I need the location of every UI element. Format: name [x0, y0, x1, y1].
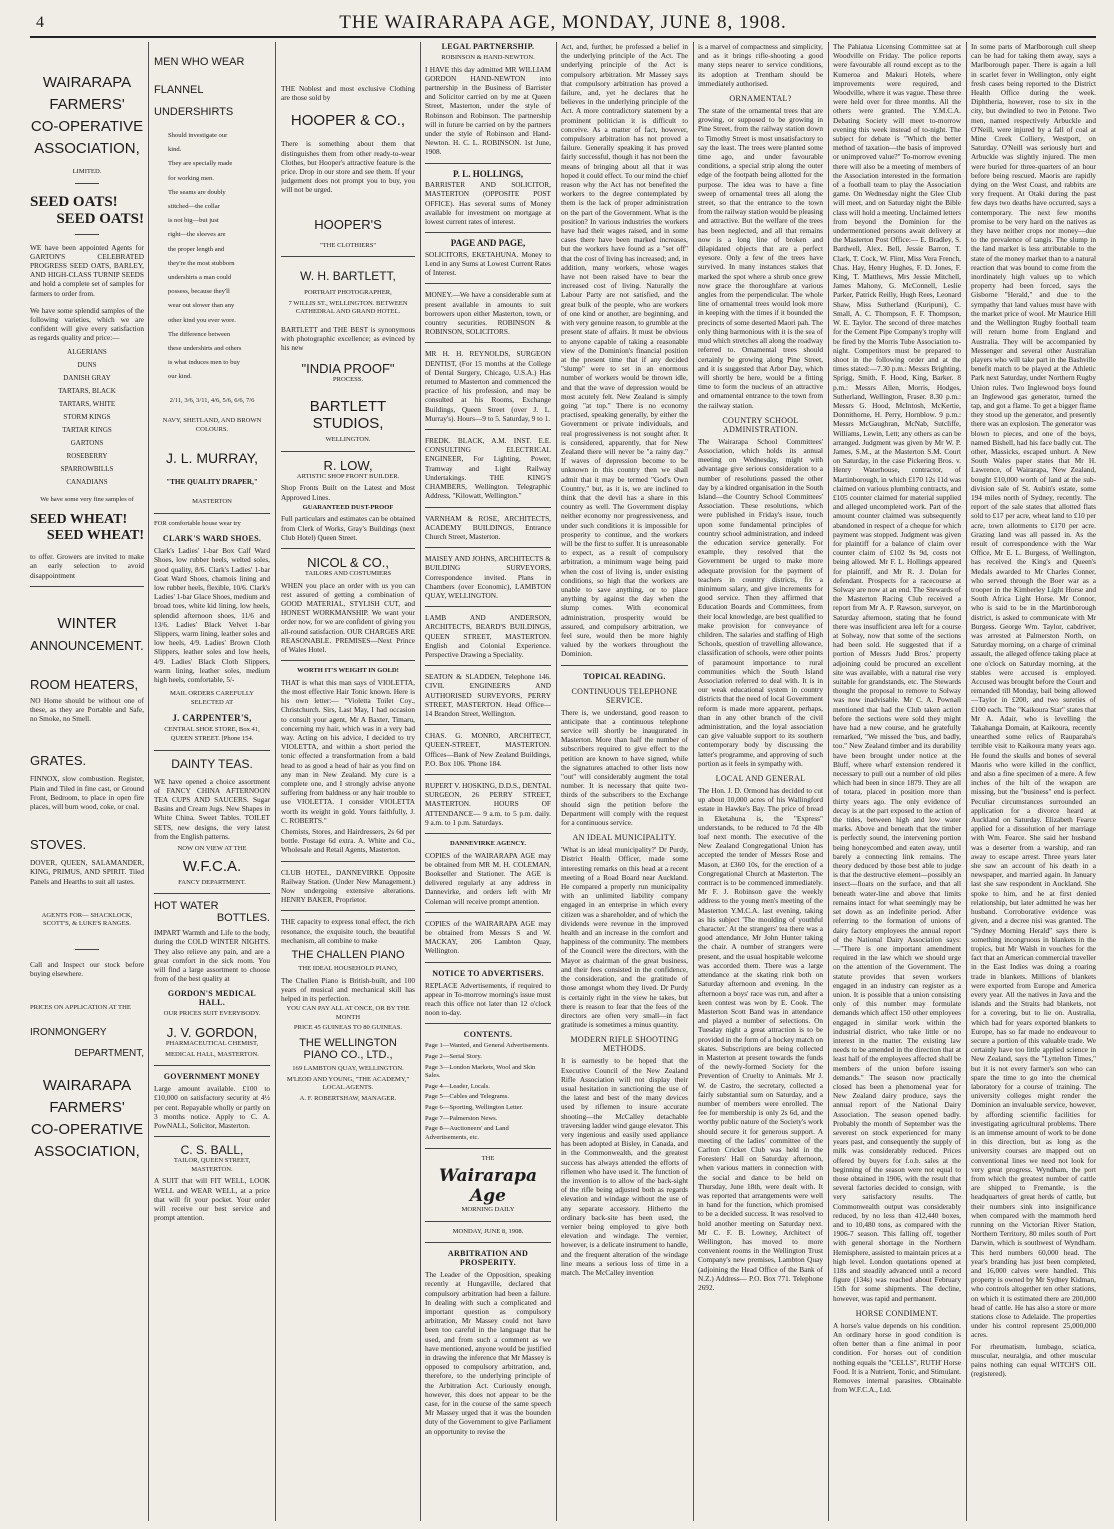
org-name: ASSOCIATION, [34, 1143, 140, 1161]
local-text: The Hon. J. D. Ormond has decided to cut up about 10,000 acres of his Wallingford estate in Hawke's Bay. The price of bread in Eketahuna is, the "Express" understands, to be reduced to 7d the 4lb loaf next month. The executive of the New Zealand Congregational Union has accepted the tender of Messrs Rose and Mason, at £360 10s, for the erection of a Congregational Church at Masterton. The contract is to be commenced immediately. Mr F. J. Robinson gave the weekly address to the young men's meeting of the Masterton Y.M.C.A. last evening, taking as his subject 'The moulding of youthful character.' At the strangers' tea there was a good attendance, Mr John Hunter taking the chair. A number of strangers were present, and the usual hospitable welcome was accorded them. There was a large attendance at the skating rink both on Saturday afternoon and evening. In the afternoon a boys' race was run, and after a keen contest was won by E. Cook. The Masterton Scott Band was in attendance and played a number of selections. On Tuesday night a great attraction is to be provided in the form of a hockey match on skates. Subscriptions are being collected in Masterton at present towards the funds of the newly-formed Society for the Prevention of Cruelty to Animals. Mr J. W. de Castro, the secretary, collected a fairly substantial sum on Saturday, and a number of members were enrolled. The fee for membership is only 2s 6d, and the worthy public nature of the Society's work should secure it for generous support. A meeting of the ladies' committee of the Carlton Cricket Club was held in the Foresters' Hall on Saturday afternoon, when various matters in connection with the social and dance to be held on Thursday, June 18th, were dealt with. It was reported that arrangements were well in hand for the function, which promised to be a decided success. It was resolved to hold another meeting on Saturday next. Mr C. F. B. Lowney, Architect of Wellington, has moved to more convenient rooms in the Wellington Trust Company's new premises, Lambton Quay (adjoining the Head Office of the Bank of N.Z.) Address— P.O. Box 771. Telephone 2692. [698, 786, 823, 1292]
horse-text: A horse's value depends on his condition. An ordinary horse in good condition is often better than a fine animal in poor condition. For horses out of condition nothing equals the "CELLS", RUTH' Horse Food. It is a Nutrient, Tonic, and Stimulant. Removes internal parasites. Obtainable from W.F.C.A., Ltd. [833, 1320, 961, 1395]
horse-heading: HORSE CONDIMENT. [855, 1308, 939, 1318]
country-school-heading: COUNTRY SCHOOL ADMINISTRATION. [722, 415, 799, 434]
ideal-piano: THE IDEAL HOUSEHOLD PIANO, [298, 965, 398, 973]
club-hotel-ad [281, 868, 415, 905]
column-rule [420, 42, 421, 1521]
ironmongery-heading: IRONMONGERY [30, 1027, 107, 1039]
the-label: THE [481, 1155, 495, 1163]
nicol-text: WHEN you place an order with us you can rest assured of getting a combination of GOOD MATERIAL, STYLISH CUT, and HONEST WORKMANSHIP. We want your order now, for we are confident of giving you all-round satisfaction. OUR CHARGES ARE REASONABLE. PREMISES—Next Prince of Wales Hotel. [281, 580, 415, 655]
copy-line: other kind you ever wore. [168, 316, 236, 324]
masthead [30, 10, 1096, 38]
nicol-name: NICOL & CO., [307, 555, 389, 570]
column-rule [556, 42, 557, 1521]
govt-money-ad [154, 1072, 270, 1130]
wheat-text: to offer. Growers are invited to make an early selection to avoid disappointment [30, 552, 144, 580]
column-rule [966, 42, 967, 1521]
org-name: WAIRARAPA [42, 74, 132, 91]
copy-line: is what induces men to buy [168, 359, 240, 367]
stoves-text: DOVER, QUEEN, SALAMANDER, KING, PRIMUS, AND SPIRIT. Tiled Panels and Hearths to suit all tastes. [30, 858, 144, 886]
rifle-continued: is a marvel of compactness and simplicity, and as it brings rifle-shooting a good many steps nearer to service conditions, its adoption at Trentham should be immediately authorised. [698, 42, 823, 88]
bartlett-text: BARTLETT and THE BEST is synonymous with photographic excellence; as evinced by his new [281, 325, 415, 353]
page-number: 4 [36, 14, 44, 31]
fancy-dept: FANCY DEPARTMENT. [178, 878, 246, 886]
violetta-ad [281, 667, 415, 854]
copy-line: undershirts a man could [168, 274, 232, 282]
room-heaters-heading: ROOM HEATERS, [30, 676, 139, 692]
seed-samples: We have some splendid samples of the following varieties, which we are confident will give every satisfaction as regards quality and price:— [30, 305, 144, 343]
process-label: PROCESS. [332, 375, 364, 383]
money-text: MONEY.—We have a considerable sum at present available in amounts to suit borrowers upon either Masterton, town, or country securities. ROBINSON & ROBINSON, SOLICITORS. [425, 290, 551, 337]
org-name: FARMERS' [49, 96, 125, 113]
seed-intro: WE have been appointed Agents for GARTON'S CELEBRATED PROGRESS SEED OATS, BARLEY, AND HIGH-CLASS TURNIP SEEDS and hold a complete set of samples for farmers to order from. [30, 242, 144, 298]
piano-intro: THE capacity to express tonal effect, the rich resonance, the exquisite touch, the beautiful mechanism, all combine to make [281, 917, 415, 945]
legal-heading: LEGAL PARTNERSHIP. [441, 42, 535, 51]
org-name: CO-OPERATIVE [30, 1121, 144, 1139]
page-heading: PAGE AND PAGE, [450, 238, 526, 249]
manager-label: A. F. ROBERTSHAW, MANAGER. [299, 1094, 397, 1102]
list-item: TARTARS, BLACK [58, 386, 116, 395]
newspaper-title: THE WAIRARAPA AGE, MONDAY, JUNE 8, 1908. [339, 12, 787, 33]
mail-text: MAIL ORDERS CAREFULLY SELECTED AT [169, 690, 255, 706]
low-text: Shop Fronts Built on the Latest and Most Approved Lines. [281, 483, 415, 502]
prices-text: PRICES ON APPLICATION AT THE [30, 1004, 131, 1012]
chemist-label: PHARMACEUTICAL CHEMIST, [165, 1040, 259, 1048]
copy-line: our kind. [168, 373, 192, 381]
undershirt-copy [154, 129, 270, 385]
list-item: DUNS [77, 360, 97, 369]
varnham-text: VARNHAM & ROSE, ARCHITECTS, ACADEMY BUILDINGS, Entrance Church Street, Masterton. [425, 513, 551, 541]
bartlett-name: W. H. BARTLETT, [300, 269, 396, 284]
black-text: FREDK. BLACK, A.M. INST. E.E. CONSULTING ELECTRICAL ENGINEER, For Lighting, Power, Tramway and Light Railway Undertakings. THE KING'S CHAMBERS, Wellington. Telegraphic Address, "Kilowatt, Wellington." [425, 436, 551, 501]
carpenter-address: CENTRAL SHOE STORE, Box 41, QUEEN STREET. [Phone 154. [164, 726, 260, 743]
gordon-name: J. V. GORDON, [166, 1025, 258, 1041]
wellington-label: WELLINGTON. [325, 436, 371, 444]
org-name: FARMERS' [49, 1099, 125, 1117]
rifle-text: It is earnestly to be hoped that the Executive Council of the New Zealand Rifle Association will not display their usual hesitation in sanctioning the use of the latest and best of the many devices used by riflemen to insure accurate shooting—the McCalley detachable traversing ladder wind gauge elevator. This very ingenious and easily used appliance has been adopted at Bisley, in Canada, and in the Commonwealth, and the greatest success has always attended the efforts of riflemen who have used it. The function of the invention is to allow of the back-sight of the rifle being adjusted both as regards elevation and windage without the use of any separate accessory. Hitherto the ordinary back-site has been used, the vernier being employed to give both elevation and windage. The vernier, however, is a delicate instrument to handle, and the frequent alteration of the windage line means a serious loss of time in a match. The McCalley invention [561, 1056, 688, 1277]
violetta-agents: Chemists, Stores, and Hairdressers, 2s 6d per bottle. Postage 6d extra. A. White and Co., Wholesale and Retail Agents, Masterton. [281, 827, 415, 855]
suit-text: A SUIT that will FIT WELL, LOOK WELL and WEAR WELL, at a price that will fit your pocket. Your order will receive our best service and prompt attention. [154, 1176, 270, 1223]
municipality-heading: AN IDEAL MUNICIPALITY. [572, 833, 677, 843]
low-ad [281, 458, 415, 542]
photographer-label: PORTRAIT PHOTOGRAPHER, [304, 289, 392, 297]
column-8 [971, 42, 1096, 1523]
hooper-intro: THE Noblest and most exclusive Clothing are those sold by [281, 84, 415, 103]
list-item: ALGERIANS [67, 347, 107, 356]
copy-line: they're the most stubborn [168, 259, 235, 267]
local-heading: LOCAL AND GENERAL [715, 774, 806, 784]
copy-line: the proper length and [168, 245, 225, 253]
variety-list [30, 348, 144, 486]
seed-wheat-heading: SEED WHEAT! [46, 528, 144, 544]
list-item: Page 7—Palmerston News. [425, 1114, 498, 1122]
dannevirke-heading: DANNEVIRKE AGENCY. [450, 839, 526, 847]
list-item: STORM KINGS [63, 412, 111, 421]
flannel-heading: FLANNEL [154, 84, 204, 96]
hollings-text: BARRISTER AND SOLICITOR, MASTERTON (OPPOSITE POST OFFICE). Has several sums of Money available for investment on mortgage at lowest current rates of interest. [425, 180, 551, 227]
copy-line: The seams are doubly [168, 188, 226, 196]
undershirts-heading: UNDERSHIRTS [154, 106, 234, 118]
ball-ad [154, 1143, 270, 1222]
copy-line: They are specially made [168, 160, 233, 168]
murray-name: J. L. MURRAY, [165, 450, 259, 467]
wfca-seed-ad [30, 72, 144, 580]
paper-nameplate: Wairarapa Age [439, 1165, 537, 1206]
column-7 [833, 42, 961, 1523]
contents-list [425, 1042, 551, 1142]
clarks-ad [154, 520, 270, 744]
rifle-heading: MODERN RIFLE SHOOTING METHODS. [570, 1035, 679, 1054]
reynolds-text: MR H. H. REYNOLDS, SURGEON DENTIST, (For 15 months at the College of Dental Surgery, Chicago, U.S.A.) Has returned to Masterton and commenced the practice of his profession, and may be consulted at his Rooms, Exchange Buildings, Queen Street (over J. L. Murray's). Hours—9 to 5. Saturday, 9 to 1. [425, 349, 551, 423]
tailors-label: TAILORS AND COSTUMIERS [304, 570, 392, 577]
piano-ad [281, 917, 415, 1103]
column-4 [425, 42, 551, 1523]
clarks-heading: CLARK'S WARD SHOES. [162, 534, 262, 544]
arbitration-text: The Leader of the Opposition, speaking recently at Hungaville, declared that compulsory arbitration had been a failure. In dealing with such a complicated and important question as compulsory arbitration, Mr Massey could not have been too careful in the language that he used, and from such a comment as we have mentioned, anyone would be justified in drawing the inference that Mr Massey is opposed to compulsory arbitration, and, therefore, to the underlying principle of the Arbitration Act. Curiously enough, however, this does not appear to be the case, for in the course of the same speech Mr Massey urged that it was the bounden duty of the Government to give Parliament an opportunity to revise the [425, 1270, 551, 1436]
column-rule [275, 42, 276, 1521]
india-proof: "INDIA PROOF" [301, 360, 395, 376]
hollings-heading: P. L. HOLLINGS, [453, 168, 523, 179]
low-name: R. LOW, [323, 457, 373, 473]
notice-text: REPLACE Advertisements, if required to appear in To-morrow morning's issue must reach this office not later than 12 o'clock noon to-day. [425, 980, 551, 1018]
telephone-text: There is, we understand, good reason to anticipate that a continuous telephone service will shortly be inaugurated in Masterton. More than half the number of subscribers required to give effect to the petition are known to have signed, while the signatures attached to other lists now "out" will considerably augment the total number. It is necessary that quite two-thirds of the subscribers to the Exchange should sign the petition before the Department will comply with the request for a continuous service. [561, 707, 688, 828]
arbitration-heading: ARBITRATION AND PROSPERITY. [447, 1249, 529, 1268]
column-1 [30, 42, 144, 1523]
colours-text: NAVY, SHETLAND, AND BROWN COLOURS. [162, 417, 262, 433]
municipality-text: 'What is an ideal municipality?' Dr Purdy, District Health Officer, made some interesting remarks on this head at a recent meeting of a Road Board near Auckland. He compared a properly run municipality with an unlimited liability company engaged in an enterprise in which every citizen was a shareholder, and of which the dividends were revenue in the improved health and an increase in the comfort and happiness of the community. The members of the Council were the directors, with the Mayor as chairman of the great business, and their fees consisted in the confidence, the consideration, and the gratitude of those amongst whom they lived. Dr Purdy is certainly right in the view he takes, but there is reason to fear that the fees of the directors are often very small—in fact gratitude is sometimes a minus quantity. [561, 845, 688, 1030]
grates-heading: GRATES. [30, 753, 87, 769]
quality-tagline: "THE QUALITY DRAPER," [166, 478, 258, 487]
heaters-text: NO Home should be without one of these, as they are Portable and Safe, no Smoke, no Smell. [30, 695, 144, 724]
copy-line: is not big—but just [168, 217, 219, 225]
page-text: SOLICITORS, EKETAHUNA. Money to Lend in any Sums at Lowest Current Rates of Interest. [425, 249, 551, 278]
pay-text: YOU CAN PAY ALL AT ONCE, OR BY THE MONTH [286, 1005, 410, 1021]
topical-heading: TOPICAL READING. [583, 671, 666, 681]
issue-date: MONDAY, JUNE 8, 1908. [452, 1227, 524, 1235]
list-item: SPARROWBILLS [60, 464, 114, 473]
local-news: The Pahiatua Licensing Committee sat at Woodville on Friday. The police reports were favourable all round except as to the Kumeroa and Makuri Hotels, where improvements were required, and Woodville, where it was vague. These three were held over for three months. All the others were granted. The Y.M.C.A. Debating Society will meet to-morrow evening this week instead of to-night. The subject for debate is "Which the better method of taxation—the basis of improved or unimproved value?" To-morrow evening there will also be a meeting of members of the Association interested in the formation of a football team to play the Association game. On Wednesday night the Glee Club will meet, and on Saturday night the Bible class will hold a meeting. Unclaimed letters from beyond the Dominion for the undermentioned persons await delivery at the Masterton Post Office:— E. Bradley, S. Bardwell, Alex. Bell, Jessie Barron, T. Clark, T. Cock, W. Flint, Miss Vera French, Chas. Hay, Henry Hughes, F. D. Jones, F. King, T. Matthews, Mrs Jessie Mitchell, James Mahony, G. McConnell, Leslie Parker, Patrick Reilly, Hugh Rees, Leonard Shaw, Miss Sutherland (Kuripuni), C. Small, A. C. Thompson, F. F. Thompson, W. E. Taylor. The second of three matches for the Cement Pipe Company's trophy will be fired by the Morris Tube Association to-night. Competitors must be prepared to shoot in the following order and at the times stated:—7.30 p.m.: Messrs Brighting, Sprigg, Smith, F. Hood, King, Barker. 8 p.m.: Messrs Allen, Morris, Hodges, Sutherland, Wellington, Fraser. 8.30 p.m.: Messrs G. Hood, McIntosh, McKertie, Donnithorne, H. Perry, Hornblow. 9 p.m.: Messrs McGaughran, McNab, Sutcliffe, Williams, Lewin, Lett; any others as can be arranged. Judgment was given by Mr W. P. James, S.M., at the Masterton S.M. Court on Saturday, in the case Pickering Bros. v. Henry Waterhouse, contractor, of Martinborough, in which £170 12s 11d was claimed on various plumbing contracts, and £105 counter claimed for material supplied and alleged uncompleted work. Part of the amount counter claimed was subsequently abandoned in respect of a cheque for which payment was stopped. Judgment was given for plaintiff for a balance of claim over counter claim of £102 9s 9d, costs not being allowed. Mr F. L. Hollings appeared for plaintiff, and Mr R. J. Dolan for defendant. Prospects for a racecourse at Solway are now at an end. The Stewards of the Masterton Racing Club received a report from Mr A. P. Rawson, surveyor, on Saturday afternoon, stating that he found there was insufficient area left for a course at Solway, now that some of the sections had been sold. He suggested that if a portion of Messrs Judd Bros.' property adjoining could be procured an excellent site was available, with a natural rise very suitable for grandstands, etc. The Stewards thought the proposal to remove to Solway was now inadvisable. Mr C. A. Pownall mentioned that had the Club taken action before the sections were sold they might have had a new course, and he gratefully remarked, "We missed the 'bus, and badly, too." New Zealand timber and its durability have been brought under notice at the Bluff, where wharf extension rendered it necessary to pull out a number of old piles which had been in since 1879. They are all of totara, placed in position more than thirty years ago. The only evidence of decay is at the part exposed to the action of the tides, between high and low water marks. Above and beneath that the timber is perfectly sound, the intervening portion being honeycombed and eaten away, until barely a connecting link remains. The theory deduced by those best able to judge is that the destructive element—possibly an insect—floats on the surface, and that all beneath water-line and above that limits remains intact for what seemingly may be set down as an indefinite period. After referring to the formation of unions of dairy factory employees the annual report of the National Dairy Association says:—"There is one important amendment required in the law which we should urge on the attention of the Government. The statute provides that seven workers engaged in an industry can register as a union. It is possible that a union consisting only of this number may formulate demands which affect 150 other employees engaged in similar work within the industrial district, who take little or no interest in the matter. The existing law needs to be amended in the direction that at least half of the employees affected shall be members of the union before issuing demands." The season now practically closed has been a phenomenal year for New Zealand dairy produce, says the annual report of the National Dairy Association. The season opened badly. Probably the month of September was the severest on stock experienced for many years past, and consequently the supply of milk was considerably reduced. Prices offered by buyers for f.o.b. sales at the beginning of the season were not equal to those obtained in 1906, with the result that several factories decided to consign, with very satisfactory results. The Commonwealth output was considerably reduced, by no less than 412,440 boxes, and to 10,480 tons, as compared with the 1906-7 season. This falling off, together with general shortage in the Northern Hemisphere, assisted to maintain prices at a high level. London quotations opened at 118s and steadily advanced until a record figure (134s) was reached about February 15th for some shipments. The decline, however, was rapid and permanent. [833, 42, 961, 1303]
agents-text: AGENTS FOR— SHACKLOCK, SCOTT'S, & LUKE'S RANGES. [41, 911, 133, 928]
local-agents: M'LEOD AND YOUNG, "THE ACADEMY," LOCAL AGENTS. [286, 1075, 410, 1092]
list-item: Page 6—Sporting, Wellington Letter. [425, 1103, 524, 1111]
lamb-text: LAMB AND ANDERSON, ARCHITECTS, BEARD'S BUILDINGS, QUEEN STREET, MASTERTON. English and Colonial Experience. Perspective Drawing a Speciality. [425, 613, 551, 659]
bottles-text: IMPART Warmth and Life to the body, during the COLD WINTER NIGHTS. They also relieve any pain, and are a great comfort in the sick room. You will find a large assortment to choose from of the best quality at [154, 928, 270, 984]
copy-line: stitched—the collar [168, 203, 220, 211]
hoopers-heading: HOOPER'S [314, 216, 382, 232]
list-item: Page 2—Serial Story. [425, 1053, 482, 1061]
clothiers-label: "THE CLOTHIERS" [319, 241, 377, 249]
hot-water-heading: HOT WATER [154, 900, 219, 913]
price-list: 2/11, 3/6, 3/11, 4/6, 5/6, 6/6, 7/6 [169, 396, 255, 404]
bottles-ad [154, 900, 270, 1059]
hooper-name: HOOPER & CO., [290, 112, 406, 130]
hooper-text: There is something about them that distinguishes them from other ready-to-wear Clothes, but Hooper's attractive feature is the price. Drop in our store and see them. If your judgement does not prompt you to buy, you will not be urged. [281, 139, 415, 195]
list-item: ROSEBERRY [66, 451, 108, 460]
monro-text: CHAS. G. MONRO, ARCHITECT, QUEEN-STREET, MASTERTON. Offices—Bank of New Zealand Buildings, P.O. Box 106. 'Phone 184. [425, 731, 551, 768]
column-rule [693, 42, 694, 1521]
copy-line: for working men. [168, 174, 214, 182]
list-item: Page 8—Auctioneers' and Land Advertisements, etc. [425, 1125, 509, 1141]
dainty-heading: DAINTY TEAS. [171, 756, 253, 771]
bartlett-address: 7 WILLIS ST., WELLINGTON. BETWEEN CATHEDRAL AND GRAND HOTEL. [288, 299, 408, 316]
bartlett-ad [281, 269, 415, 445]
seed-wheat-heading: SEED WHEAT! [30, 512, 128, 528]
tailor-label: TAILOR, QUEEN STREET, MASTERTON. [173, 1157, 251, 1173]
dainty-ad [154, 757, 270, 888]
list-item: Page 3—London Markets, Wool and Skin Sales. [425, 1063, 536, 1080]
org-name: WAIRARAPA [42, 1077, 132, 1095]
list-item: Page 5—Cables and Telegrams. [425, 1093, 510, 1101]
column-2 [154, 42, 270, 1523]
wpc-heading: THE WELLINGTON PIANO CO., LTD., [299, 1037, 397, 1062]
seed-oats-heading: SEED OATS! [30, 193, 118, 210]
column-rule [148, 42, 149, 1521]
dust-heading: GUARANTEED DUST-PROOF [302, 503, 394, 511]
hooper-ad [281, 84, 415, 250]
arbitration-continued: Act, and, further, he professed a belief in the underlying principle of the Act. The underlying principle of the Act is compulsory arbitration. Mr Massey says that compulsory arbitration has proved a failure, and, yet he declares that he believes in the underlying principle of the Act. A more contradictory statement by a prominent politician it is difficult to conceive. As a matter of fact, however, compulsory arbitration has not proved a failure. Generally speaking it has proved fairly successful, though it has not been the means of bringing about all that it was hoped it could effect. To our mind the chief reason why the Act has not benefited the workers to the degree contemplated by them is the lack of proper administration on the part of the Government. What is the position? In various industries the workers have had their wages raised, and in some cases there have been marked increases, but the workers have found as a "set off" that the cost of living has increased; and, in addition, many workers, whose wages have not been raised have to bear the increased cost of living. Naturally the Labour Party are not satisfied, and the great bulk of the people, who are workers of one kind or another, are beginning, and with very genuine reason, to grumble at the present state of affairs. It must be obvious to anyone capable of taking a reasonable view of the Dominion's financial position at the present time that if any decided "slump" were to set in an enormous number of workers would be thrown idle, and that the wave of depression would be most acutely felt. New Zealand is simply going "at top." There is no economy practised, speaking generally, by either the Government or private individuals, and real progressiveness is not sought after. It is considered, apparently, that for New Zealand there will never be "a rainy day." If waves of depression become to be unknown in this country then we shall admit that it may be termed "God's Own Country," but, as it is, we are inclined to think that the devil has a share in this country as well. The Government display neither economy nor progressiveness, and under such conditions it is impossible for prosperity to continue, and the workers will be the first to suffer. It is unreasonable to expect, as a result of compulsory arbitration, a minimum wage being paid when the cost of living is, under existing conditions, so high that the workers are unable to save anything, or to place anything by against the day when the slump comes. With economical administration, prosperity would be assured, and compulsory arbitration, we feel sure, would then be more highly valued by the workers throughout the Dominion. [561, 42, 688, 659]
copies-text: COPIES of the WAIRARAPA AGE may be obtained from MR M. H. COLEMAN, Bookseller and Stationer. The AGE is delivered regularly at any address in Dannevirke, and orders left with Mr Coleman will receive prompt attention. [425, 850, 551, 906]
dust-text: Full particulars and estimates can be obtained from Clerk of Works, Gray's Buildings (next Club Hotel) Queen Street. [281, 514, 415, 542]
ornamental-text: The state of the ornamental trees that are growing, or supposed to be growing in Pine Street, from the railway station down to Timothy Street is most unsatisfactory to say the least. The trees were planted some time ago, and under favourable conditions, a special strip along the outer edge of the footpath being allotted for the purpose. The idea was to have a fine sweep of ornamental trees all along the street, so that the entrance to the town from the railway station would be pleasing and attractive. But the welfare of the trees has been neglected, and all that remains now is a long line of broken and dilapidated objects that are a perfect eyesore. Only a few of the trees have survived. In many instances stakes that marked the spot where a shrub once grew now grace the thoroughfare at various angles from the perpendicular. The whole line of ornamental trees would look more in keeping with the times if it bounded the precincts of some deserted Maori pah. The only thing harmonious with it is the sea of mud which stretches all along the roadway referred to. Ornamental trees should certainly be growing along Pine Street, and it is suggested that Arbor Day, which will shortly be here, would be a fitting time to form the nucleus of an attractive and ornamental entrance to the town from the railway station. [698, 106, 823, 410]
list-item: Page 4—Leader, Locals. [425, 1082, 490, 1090]
medical-hall: MEDICAL HALL, MASTERTON. [165, 1050, 259, 1058]
dainty-text: WE have opened a choice assortment of FANCY CHINA AFTERNOON TEA CUPS AND SAUCERS. Sugar Basins and Cream Jugs. New Shapes in White China. Sweet Tables. TOILET SETS, new designs, the very latest from the English patterns. [154, 776, 270, 841]
list-item: CANADIANS [66, 477, 108, 486]
contents-heading: CONTENTS. [463, 1030, 513, 1040]
copy-line: these undershirts and others [168, 345, 242, 353]
column-rule [828, 42, 829, 1521]
legal-sub: ROBINSON & HAND-NEWTON. [441, 54, 535, 61]
nicol-ad [281, 555, 415, 654]
wheat-intro: We have some very fine samples of [40, 495, 134, 503]
town-label: MASTERTON [192, 498, 232, 506]
country-school-text: The Wairarapa School Committees' Association, which holds its annual meeting on Wednesday, might with advantage give serious consideration to a number of resolutions passed the other day by a kindred organisation in the South Island—the Country School Committees' Association. These resolutions, which were published in Friday's issue, touch upon some fundamental principles of country school administration, and indeed the education service generally. For example, they resolved that the Government be urged to make more adequate provision for the payment of teachers in country districts, fix a minimum salary, and give increments for good service. Then they affirmed that Education Boards and Committees, from their local knowledge, are best qualified to make provision for conveyance of children. The salaries and staffing of High Schools, question of travelling allowance, classification of schools, were other points of paramount importance to rural communities which the South Island Association referred to deal with. It is in our weak educational system in country districts that the need of local Government reform is made more apparent, perhaps, than in any other branch of the civil administration, and the loyal association can give valuable support to its southern contemporary body by discussing the latter's programme, and approving of such portion as it feels in sympathy with. [698, 436, 823, 768]
now-on-view: NOW ON VIEW AT THE [177, 845, 247, 853]
worth-heading: WORTH IT'S WEIGHT IN GOLD! [297, 667, 399, 675]
lambton-address: 169 LAMBTON QUAY, WELLINGTON. [292, 1065, 404, 1073]
piano-text: The Challen Piano is British-built, and 100 years of musical and mechanical skill has helped in its perfection. [281, 975, 415, 1004]
seed-oats-heading: SEED OATS! [56, 210, 144, 227]
copy-line: right—the sleeves are [168, 231, 226, 239]
list-item: DANISH GRAY [63, 373, 111, 382]
copy-line: possess, because they'll [168, 288, 230, 296]
copies-text: COPIES of the WAIRARAPA AGE may be obtained from Messrs S and W. MACKAY, 206 Lambton Quay, Wellington. [425, 918, 551, 956]
ball-name: C. S. BALL, [180, 1143, 244, 1158]
list-item: GARTONS [70, 438, 104, 447]
grates-text: FINNOX, slow combustion. Register, Plain and Tiled in fine cast, or Ground Front, Bedroom, to place in open fire places, will burn wood, coke, or coal. [30, 774, 144, 812]
clarks-intro: FOR comfortable house wear try [154, 519, 241, 527]
general-news: In some parts of Marlborough cull sheep can be had for taking them away, says a Marlborough paper. There is again a lull in scarlet fever in Wellington, only eight fresh cases being reported to the District Health Office during the week. Diphtheria, however, rose to six in the city, but dwindled to two in Petone. Two men, named respectively Arbuckle and O'Neill, were injured by a fall of coal at Mine Creek Colliery, Westport, on Saturday. O'Neill was seriously hurt and Arbuckle was slightly injured. The men were buried for three-quarters of an hour before being rescued. Maoris are rapidly dying on the West Coast, and rabbits are very frequent. At Otaki during the past few days two deaths have occurred, says a contemporary. The next few months promise to be very hard on the natives as they have neither crops nor money—due to the prevalence of tangis. The slump in the land market is less attributable to the state of the money market than to a natural reaction that was bound to come from the inordinately high values up to which property had been forced, says the Gisborne "Herald," and due to the sympathy that land values must have with the market price of wool. Mr Maurice Hill and the Wellington Rugby football team will return home from England and Australia. They will be accompanied by Messenger and several other Australian players who will take part in the Bashville benefit match to be played at the Athletic Park next Saturday, under Northern Rugby Union rules. Two Inglewood boys found an Inglewood gas generator, turned the tap, and got a flame. To get a bigger flame they stood up the generator, and presently there was an explosion. The generator was blown to pieces, and one of the boys, named Bishell, had his face badly cut. The other, Massicks, escaped unhurt. A New South Wales paper states that Mr H. Lawrence, of Wairarapa, New Zealand, bought £10,000 worth of land at the sub-division sale of St. Aubin's estate, some 194 miles north of Sydney, recently. The report of the sale states that allotted flats sold to £17 per acre, wheat land to £10 per acre, town allotments to £170 per acre. Grazing land was all passed in. As the result of correspondence with the War Office, Mr E. L. Burgess, of Wellington, has received the King's and Queen's Medals awarded to Mr Charles Conner, who served through the Boer war as a trooper in the Kimberley Light Horse and South Africa Light Horse. Mr Connor, who is said to be in the Martinborough district, is asked to communicate with Mr Burgess. George Wm. Taylor, cabdriver, was arrested at Palmerston North, on Saturday morning, on a charge of criminal assault, the alleged offence taking place at one o'clock on Saturday morning, at the stables were accused is employed. Accused was brought before the Court and remanded till Monday, bail being allowed—Taylor in £200, and two sureties of £100 each. The "Kaikoura Star" states that Mr A. Adair, who is levelling the Takahanga Domain, at Kaikoura, recently unearthed some relics of Rauparaha's terrible visit to Kaikoura many years ago. He found the skulls and bones of several Maoris who were killed in the conflict, and also a fine specimen of a mere. A few inches of the hilt of the weapon are missing, but the "business" end is perfect. Peculiar circumstances surrounded an application for a divorce heard at Auckland on Saturday. Elizabeth Fearce applied for a dissolution of her marriage with Wm. Fearce. She said her husband was a deserter from a warship, and ran away to escape arrest. Three years later she saw an account of his death in a newspaper, and married again. In January last she saw respondent in Auckland. She spoke to him, and he at first denied relationship, but later admitted he was her husband. Corroborative evidence was given, and a decree nisi was granted. The "Sydney Morning Herald" says there is something incongruous in blankets in the tropics, but Mr Walsh in vouches for the fact that an American commercial traveller in the East Indies was doing a roaring trade in blankets. Millions of blankets were exported from Europe and America every year. All the natives in Java and the islands and the Straits had blankets, not for a covering, but to lie on. Australia, which had for years exported blankets to Europe, has so far made no endeavour to secure a portion of this valuable trade. We certainly have too little applied science in New Zealand, says the "Lyttelton Times," but it is not every farmer's son who can spare the time to go into the chemical laboratory for a course of training. The university colleges might render the Dominion an invaluable service, however, by affording scientific facilities for investigating agricultural problems. There is an immense amount of work to be done in this direction, but as long as the university courses are mapped out on conventional lines we need not look for very great progress. Wyndham, the port from which the greatest number of cattle are shipped to Fremantle, is the headquarters of great herds of cattle, but their numbers sink into insignificance when compared with the mammoth herd running on the Victorian River Station, Northern Territory, 80 miles south of Port Darwin, which is southwest of Wyndham. This herd numbers 60,000 head. The year's branding has just been completed, and 16,000 calves were handled. This property is owned by Mr Sydney Kidman, who controls altogether ten other stations, on which it is estimated there are 200,000 head of cattle. He has also a store or more stations close to Adelaide. The properties under his control represent 25,000,000 acres. [971, 42, 1096, 1340]
list-item: TARTAR KINGS [62, 425, 112, 434]
column-3 [281, 42, 415, 1523]
winter-heading: WINTER [57, 614, 117, 632]
club-text: CLUB HOTEL, DANNEVIRKE Opposite Railway Station. (Under New Management.) Now undergoing extensive alterations. HENRY BAKER, Proprietor. [281, 867, 415, 905]
prices-suit: OUR PRICES SUIT EVERYBODY. [163, 1010, 261, 1018]
notice-heading: NOTICE TO ADVERTISERS. [432, 968, 544, 978]
daily-label: MORNING DAILY [461, 1205, 515, 1213]
govt-text: Large amount available. £100 to £10,000 on satisfactory security at 4½ per cent. Repayable wholly or partly on 3 months notice. Apply to C. A. PowNALL, Solicitor, Masterton. [154, 1084, 270, 1131]
inspect-text: Call and Inspect our stock before buying elsewhere. [30, 960, 144, 979]
stoves-heading: STOVES. [30, 837, 87, 853]
gordons-heading: GORDON'S MEDICAL HALL. [167, 989, 257, 1008]
column-6 [698, 42, 823, 1523]
bartlett-studios: BARTLETT STUDIOS, [309, 398, 387, 433]
announcement-heading: ANNOUNCEMENT. [30, 637, 144, 653]
limited-label: LIMITED. [72, 168, 102, 175]
copy-line: Should investigate our [168, 132, 228, 139]
violetta-text: THAT is what this man says of VIOLETTA, the most effective Hair Tonic known. Here is his own letter:— "Violetta Toilet Coy., Christchurch. Sirs, Last May, I had occasion to consult your agent, Mr A Baxter, Timaru, concerning my hair, which was in a very bad way. Acting on his advice, I decided to try VIOLETTA, and within a short period the tonic effected a transformation from a bald head to as good a head of hair as you find on any man in New Zealand. My cure is a complete one, and I strongly advise anyone suffering from baldness or any hair trouble to use VIOLETTA. I consider VIOLETTA worth its weight in gold. Yours faithfully, J. C. ROBERTS." [281, 677, 415, 825]
hosking-text: RUPERT V. HOSKING, D.D.S., DENTAL SURGEON, 26 PERRY STREET, MASTERTON. HOURS OF ATTENDANCE— 9 a.m. to 5 p.m. daily. 9 a.m. to 1 p.m. Saturdays. [425, 780, 551, 827]
legal-text: I HAVE this day admitted MR WILLIAM GORDON HAND-NEWTON into partnership in the Business of Barrister and Solicitor carried on by me at Queen Street, Masterton, under the style of Robinson and Robinson. The partnership will in future be carried on by the partners under the style of Robinson and Hand-Newton. H. C. L. ROBINSON. 1st June, 1908. [425, 64, 551, 157]
column-5 [561, 42, 688, 1523]
list-item: TARTARS, WHITE [58, 399, 116, 408]
copy-line: wear out slower than any [168, 302, 235, 310]
org-name: CO-OPERATIVE [30, 118, 144, 135]
copy-line: The difference between [168, 330, 231, 338]
seaton-text: SEATON & SLADDEN, Telephone 146. CIVIL ENGINEERS AND AUTHORISED SURVEYORS, PERRY STREET, MASTERTON. Head Office— 14 Brandon Street, Wellington. [425, 672, 551, 718]
telephone-heading: CONTINUOUS TELEPHONE SERVICE. [571, 686, 678, 705]
challen-heading: THE CHALLEN PIANO [291, 949, 405, 962]
maisey-text: MAISEY AND JOHNS, ARCHITECTS & BUILDING SURVEYORS, Correspondence invited. Plans in Chambers (over Economic), LAMBTON QUAY, WELLINGTON. [425, 554, 551, 600]
copy-line: kind. [168, 146, 182, 154]
bottles-heading: BOTTLES. [216, 912, 270, 925]
govt-heading: GOVERNMENT MONEY [163, 1072, 261, 1082]
carpenter-name: J. CARPENTER'S, [172, 713, 252, 724]
department-heading: DEPARTMENT, [74, 1048, 144, 1060]
price-text: PRICE 45 GUINEAS TO 80 GUINEAS. [293, 1024, 403, 1032]
clarks-text: Clark's Ladies' 1-bar Box Calf Ward Shoes, low rubber heels, welted soles, good quality, 8/6. Clark's Ladies' 1-bar Goat Ward Shoes, chamois lining and low rubber heels, flexible, 10/6. Clark's Ladies' 1-bar Glace Shoes, medium and broad toes, white kid lining, low heels, splendid afternoon shoes, 11/6 and 13/6. Ladies' Black Velvet 1-bar Slippers, warm lining, leather soles and low heels, 4/9. Ladies' Brown Cloth Slippers, leather soles and low heels, 4/9. Ladies' Black Cloth Slippers, warm lining, leather soles, medium high heels, comfortable, 5/- [154, 546, 270, 685]
low-sub: ARTISTIC SHOP FRONT BUILDER. [296, 472, 400, 480]
list-item: Page 1—Wanted, and General Advertisements. [425, 1042, 549, 1050]
org-name: ASSOCIATION, [34, 140, 140, 157]
winter-ad [30, 615, 144, 1163]
wfca-heading: W.F.C.A. [182, 857, 242, 875]
murray-ad [154, 54, 270, 507]
ornamental-heading: ORNAMENTAL? [729, 94, 792, 104]
men-heading: MEN WHO WEAR [154, 56, 245, 68]
witch-oil-ad: For rheumatism, lumbago, sciatica, muscular, neuralgia, and other muscular pains nothing can equal WITCH'S OIL (registered). [971, 1341, 1096, 1379]
